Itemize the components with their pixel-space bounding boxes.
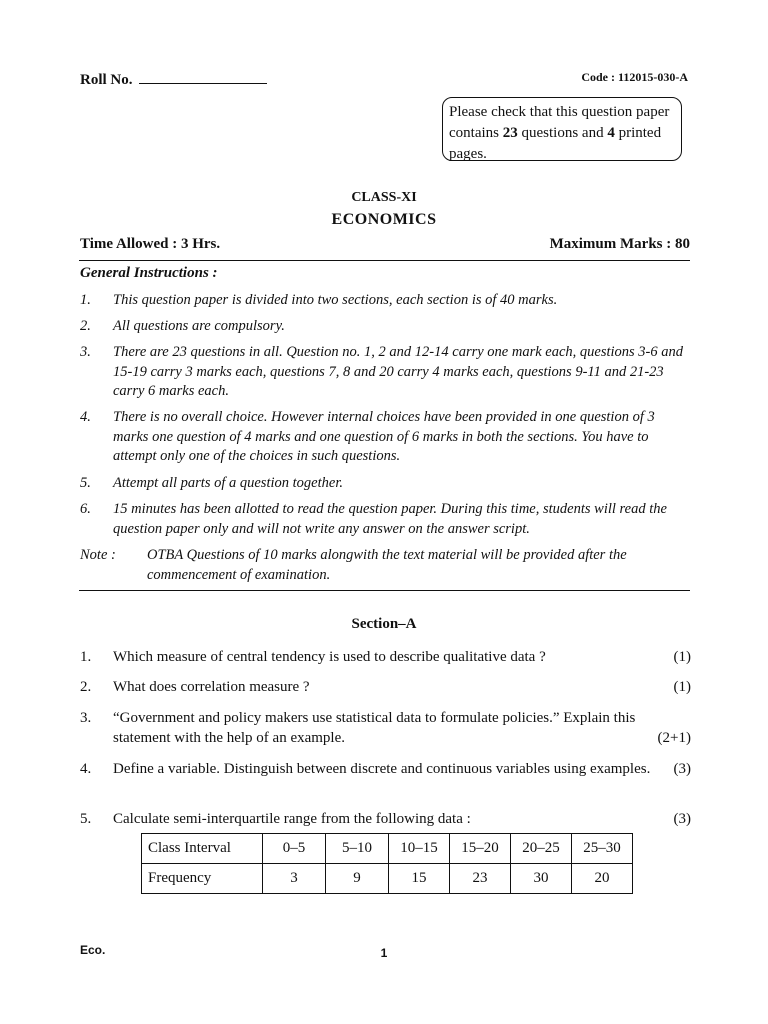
instruction-text: All questions are compulsory. (113, 318, 285, 334)
instruction-text: There is no overall choice. However internal choices have been provided in one question of 3 marks one question of 4 marks and one question of 6 marks in both the sections. You have to attempt only one of the choices in such questions. (113, 409, 655, 464)
question-item (80, 708, 691, 748)
instruction-item (80, 291, 691, 311)
instruction-item (80, 474, 691, 494)
question-text: Which measure of central tendency is used to describe qualitative data ? (113, 649, 546, 665)
question-number: 4. (80, 761, 92, 777)
page-number: 1 (380, 946, 388, 960)
question-text: What does correlation measure ? (113, 679, 310, 695)
question-marks: (1) (673, 649, 691, 665)
header-divider (79, 260, 690, 261)
time-allowed: Time Allowed : 3 Hrs. (80, 236, 221, 252)
instruction-number: 5. (80, 475, 91, 491)
table-header-cell: Class Interval (142, 834, 263, 864)
roll-number-field (80, 70, 267, 89)
note-text: OTBA Questions of 10 marks alongwith the text material will be provided after the commencement of examination. (147, 547, 627, 583)
table-cell: 15 (389, 864, 450, 894)
note-label: Note : (80, 547, 116, 563)
question-count: 23 (502, 125, 518, 141)
frequency-table (141, 833, 633, 894)
check-text-2: questions and (517, 125, 608, 141)
roll-number-blank (139, 70, 267, 84)
roll-number-label: Roll No. (80, 72, 133, 88)
question-number: 3. (80, 710, 92, 726)
question-number: 5. (80, 811, 92, 827)
instruction-number: 2. (80, 318, 91, 334)
question-item (80, 647, 691, 667)
table-cell: 10–15 (389, 834, 450, 864)
question-marks: (3) (673, 811, 691, 827)
question-item (80, 677, 691, 697)
question-marks: (2+1) (657, 730, 691, 746)
table-cell: 25–30 (572, 834, 633, 864)
maximum-marks: Maximum Marks : 80 (549, 236, 690, 252)
instruction-text: This question paper is divided into two sections, each section is of 40 marks. (113, 292, 558, 308)
note-item (80, 546, 691, 585)
class-title: CLASS-XI (351, 190, 417, 205)
question-text: Calculate semi-interquartile range from the following data : (113, 811, 471, 827)
table-cell: 5–10 (326, 834, 389, 864)
instruction-item (80, 408, 691, 467)
table-cell: 20–25 (511, 834, 572, 864)
instructions-divider (79, 590, 690, 591)
question-marks: (1) (673, 679, 691, 695)
instruction-item (80, 343, 691, 402)
question-text: Define a variable. Distinguish between discrete and continuous variables using examples. (113, 761, 651, 777)
question-item (80, 809, 691, 829)
question-item (80, 759, 691, 779)
table-cell: 0–5 (263, 834, 326, 864)
instruction-number: 3. (80, 344, 91, 360)
question-marks: (3) (673, 761, 691, 777)
instruction-item (80, 500, 691, 539)
instruction-number: 4. (80, 409, 91, 425)
check-text-1: Please check that this question paper contains (449, 104, 670, 141)
instructions-title: General Instructions : (80, 265, 218, 281)
instruction-text: There are 23 questions in all. Question no. 1, 2 and 12-14 carry one mark each, questions 3-6 and 15-19 carry 3 marks each, questions 7, 8 and 20 carry 4 marks each, questions 9-11 and 21-23 carry 6 marks each. (113, 344, 684, 399)
question-text: “Government and policy makers use statistical data to formulate policies.” Explain this statement with the help of an example. (113, 710, 636, 746)
subject-title: ECONOMICS (331, 211, 437, 228)
paper-code: Code : 112015-030-A (581, 70, 688, 84)
page-check-notice (442, 97, 682, 161)
footer-subject: Eco. (80, 943, 106, 957)
table-cell: 20 (572, 864, 633, 894)
table-cell: 23 (450, 864, 511, 894)
table-header-cell: Frequency (142, 864, 263, 894)
page-count: 4 (607, 125, 615, 141)
table-row (142, 864, 633, 894)
table-row (142, 834, 633, 864)
section-title: Section–A (351, 616, 417, 632)
question-number: 2. (80, 679, 92, 695)
table-cell: 30 (511, 864, 572, 894)
instruction-text: Attempt all parts of a question together. (113, 475, 343, 491)
instruction-text: 15 minutes has been allotted to read the question paper. During this time, students will read the question paper only and will not write any answer on the answer script. (113, 501, 667, 537)
question-number: 1. (80, 649, 92, 665)
instruction-number: 1. (80, 292, 91, 308)
instruction-number: 6. (80, 501, 91, 517)
table-cell: 3 (263, 864, 326, 894)
instruction-item (80, 317, 691, 337)
check-text-3: printed pages. (449, 125, 662, 162)
table-cell: 15–20 (450, 834, 511, 864)
table-cell: 9 (326, 864, 389, 894)
